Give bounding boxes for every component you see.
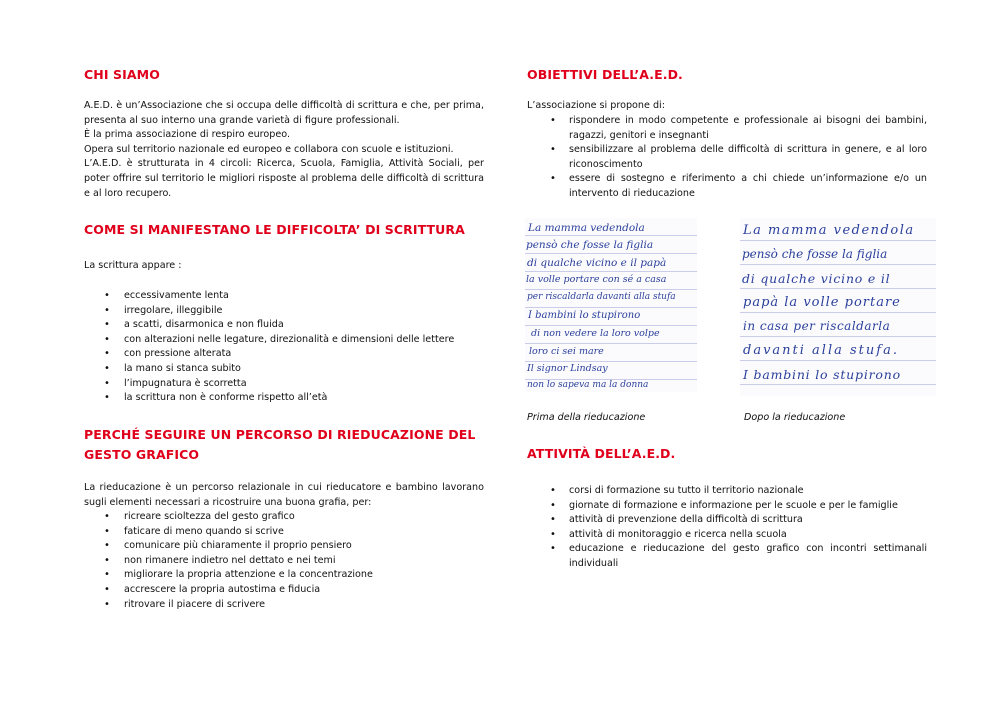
handwriting-before-image	[525, 218, 697, 392]
list-item: • con alterazioni nelle legature, direzionalità e dimensioni delle lettere	[84, 333, 484, 348]
caption-before: Prima della rieducazione	[527, 412, 646, 423]
list-item: • irregolare, illeggibile	[84, 304, 484, 319]
handwriting-line: Il signor Lindsay	[527, 363, 608, 374]
handwriting-line: non lo sapeva ma la donna	[527, 380, 649, 390]
handwriting-after-image	[740, 218, 936, 396]
perche-seguire-intro: La rieducazione è un percorso relazionale in cui rieducatore e bambino lavorano sugli elementi necessari a ricostruire una buona grafia, per:	[84, 482, 484, 508]
list-item: • l’impugnatura è scorretta	[84, 377, 484, 392]
list-item: • la scrittura non è conforme rispetto all’età	[84, 391, 484, 406]
handwriting-line: papà la volle portare	[743, 295, 901, 310]
benefici-list	[84, 510, 484, 612]
handwriting-line: per riscaldarla davanti alla stufa	[527, 292, 676, 302]
chi-siamo-line: È la prima associazione di respiro europeo.	[84, 129, 291, 141]
handwriting-line: la volle portare con sé a casa	[526, 274, 667, 285]
attivita-list	[527, 484, 927, 572]
come-si-manifestano-title: COME SI MANIFESTANO LE DIFFICOLTA’ DI SCRITTURA	[84, 222, 465, 237]
chi-siamo-line: Opera sul territorio nazionale ed europeo e collabora con scuole e istituzioni.	[84, 143, 454, 155]
handwriting-line: La mamma vedendola	[528, 222, 645, 234]
chi-siamo-text	[84, 99, 484, 201]
list-item: • non rimanere indietro nel dettato e nei temi	[84, 554, 484, 569]
list-item: • accrescere la propria autostima e fiducia	[84, 583, 484, 598]
handwriting-line: I bambini lo stupirono	[743, 367, 901, 382]
list-item: • migliorare la propria attenzione e la concentrazione	[84, 568, 484, 583]
list-item: • attività di monitoraggio e ricerca nella scuola	[527, 528, 927, 543]
handwriting-line: pensò che fosse la figlia	[742, 247, 888, 261]
list-item: • ritrovare il piacere di scrivere	[84, 598, 484, 613]
handwriting-line: pensò che fosse la figlia	[526, 239, 654, 251]
obiettivi-intro: L’associazione si propone di:	[527, 100, 665, 111]
perche-seguire-title-line2: GESTO GRAFICO	[84, 447, 200, 462]
list-item: • a scatti, disarmonica e non fluida	[84, 318, 484, 333]
handwriting-line: in casa per riscaldarla	[743, 319, 891, 333]
list-item: • comunicare più chiaramente il proprio pensiero	[84, 539, 484, 554]
list-item: • faticare di meno quando si scrive	[84, 525, 484, 540]
handwriting-line: loro ci sei mare	[529, 346, 604, 357]
handwriting-line: di qualche vicino e il	[742, 271, 891, 286]
obiettivi-list	[527, 114, 927, 202]
chi-siamo-line: L’A.E.D. è strutturata in 4 circoli: Ricerca, Scuola, Famiglia, Attività Sociali, per poter offrire sul territorio le migliori risposte al problema delle difficoltà di scrittura e al loro recupero.	[84, 158, 484, 199]
chi-siamo-title: CHI SIAMO	[84, 67, 160, 82]
list-item: • educazione e rieducazione del gesto grafico con incontri settimanali individuali	[527, 542, 927, 571]
list-item: • la mano si stanca subito	[84, 362, 484, 377]
handwriting-line: di non vedere la loro volpe	[531, 328, 660, 339]
perche-seguire-title	[84, 425, 475, 465]
handwriting-line: La mamma vedendola	[743, 223, 915, 238]
obiettivi-title: OBIETTIVI DELL’A.E.D.	[527, 67, 683, 82]
attivita-title: ATTIVITÀ DELL’A.E.D.	[527, 446, 676, 461]
list-item: • attività di prevenzione della difficoltà di scrittura	[527, 513, 927, 528]
perche-seguire-title-line1: PERCHÉ SEGUIRE UN PERCORSO DI RIEDUCAZIONE DEL	[84, 427, 476, 442]
chi-siamo-line: A.E.D. è un’Associazione che si occupa delle difficoltà di scrittura e che, per prima, presenta al suo interno una grande varietà di figure professionali.	[84, 100, 484, 126]
scrittura-intro: La scrittura appare :	[84, 260, 182, 271]
list-item: • ricreare scioltezza del gesto grafico	[84, 510, 484, 525]
list-item: • corsi di formazione su tutto il territorio nazionale	[527, 484, 927, 499]
list-item: • sensibilizzare al problema delle difficoltà di scrittura in genere, e al loro riconoscimento	[527, 143, 927, 172]
handwriting-line: di qualche vicino e il papà	[527, 257, 667, 269]
difficolta-list	[84, 289, 484, 406]
caption-after: Dopo la rieducazione	[744, 412, 846, 423]
handwriting-line: davanti alla stufa.	[743, 343, 899, 358]
list-item: • rispondere in modo competente e professionale ai bisogni dei bambini, ragazzi, genitori e insegnanti	[527, 114, 927, 143]
list-item: • giornate di formazione e informazione per le scuole e per le famiglie	[527, 499, 927, 514]
handwriting-line: I bambini lo stupirono	[528, 310, 641, 321]
list-item: • con pressione alterata	[84, 347, 484, 362]
list-item: • eccessivamente lenta	[84, 289, 484, 304]
list-item: • essere di sostegno e riferimento a chi chiede un’informazione e/o un intervento di rieducazione	[527, 172, 927, 201]
